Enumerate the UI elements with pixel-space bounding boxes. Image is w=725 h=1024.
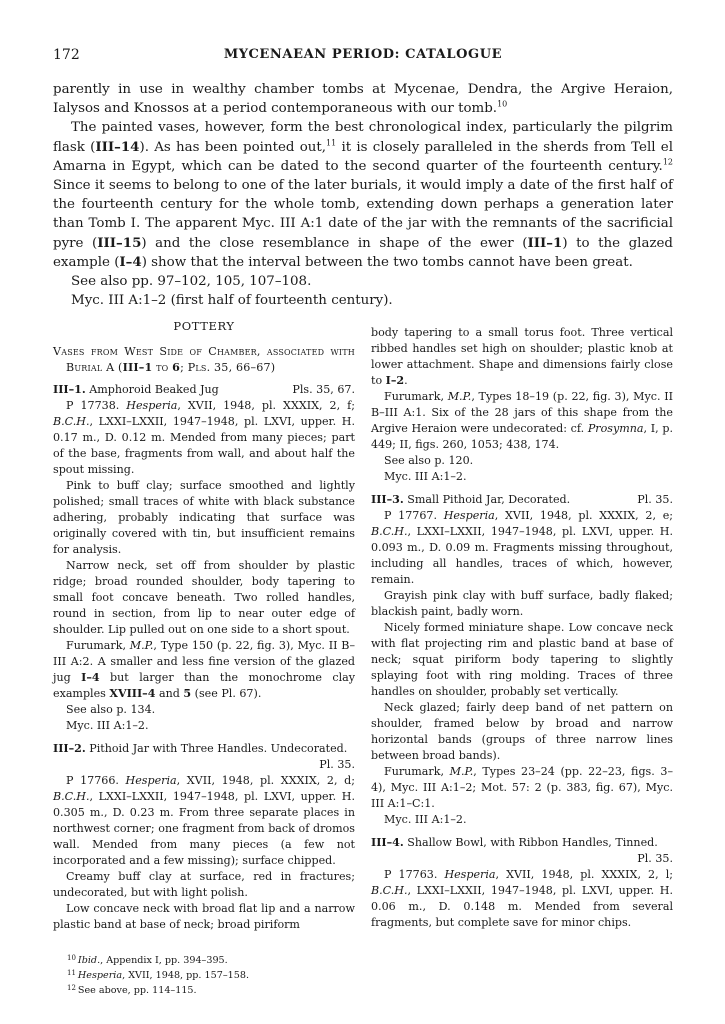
intro-text	[53, 80, 673, 310]
footnote-11: $^{11}$ Hesperia, XVII, 1948, pp. 157–158.	[67, 969, 249, 981]
right-column	[371, 325, 673, 931]
entry-heading	[371, 835, 673, 867]
intro-paragraph-2: The painted vases, however, form the best chronological index, particularly the pilgrim flask (III–14). As has been pointed out,$^{11}$ it is closely paralleled in the sherds from Tell el Amarna in Egypt, which can be dated to the second quarter of the fourteenth century.$^{12}$ Since it seems to belong to one of the later burials, it would imply a date of the first half of the fourteenth century for the whole tomb, extending down perhaps a generation later than Tomb I. The apparent Myc. III A:1 date of the jar with the remnants of the sacrificial pyre (III–15) and the close resemblance in shape of the ewer (III–1) to the glazed example (I–4) show that the interval between the two tombs cannot have been great.	[53, 120, 673, 270]
footnote-ref-10[interactable]: 10	[497, 99, 508, 109]
entry-title: Small Pithoid Jar, Decorated.	[403, 493, 571, 506]
footnote-12: $^{12}$ See above, pp. 114–115.	[67, 984, 197, 996]
entry-id: III–4.	[371, 836, 404, 849]
catalog-entry-iii-1	[53, 382, 355, 734]
entry-shape: Low concave neck with broad flat lip and a narrow plastic band at base of neck; broad piriform	[53, 902, 355, 931]
catalog-entry-iii-2	[53, 741, 355, 933]
running-title: MYCENAEAN PERIOD: CATALOGUE	[223, 47, 503, 62]
entry-catalog: P 17738. Hesperia, XVII, 1948, pl. XXXIX, 2, f; B.C.H., LXXI–LXXII, 1947–1948, pl. LXVI, upper. H. 0.17 m., D. 0.12 m. Mended from many pieces; part of the base, fragments from wall, and about half the spout missing.	[53, 399, 355, 476]
entry-fabric: Grayish pink clay with buff surface, badly flaked; blackish paint, badly worn.	[371, 589, 673, 618]
page-number: 172	[53, 47, 80, 63]
entry-dating: Myc. III A:1–2.	[384, 470, 467, 483]
catalog-entry-iii-3	[371, 492, 673, 828]
entry-fabric: Pink to buff clay; surface smoothed and lightly polished; small traces of white with black substance adhering, probably indicating that surface was originally covered with tin, but insufficient remains for analysis.	[53, 479, 355, 556]
entry-parallels: Furumark, M.P., Types 23–24 (pp. 22–23, figs. 3–4), Myc. III A:1–2; Mot. 57: 2 (p. 383, fig. 67), Myc. III A:1–C:1.	[371, 765, 673, 810]
catalog-entry-iii-4	[371, 835, 673, 931]
intro-see-also: See also pp. 97–102, 105, 107–108.	[71, 274, 312, 290]
intro-dating: Myc. III A:1–2 (first half of fourteenth century).	[71, 293, 393, 309]
entry-plates: Pl. 35.	[637, 852, 673, 865]
entry-catalog: P 17766. Hesperia, XVII, 1948, pl. XXXIX, 2, d; B.C.H., LXXI–LXXII, 1947–1948, pl. LXVI, upper. H. 0.305 m., D. 0.23 m. From three separate places in northwest corner; one fragment from back of dromos wall. Mended from many pieces (a few not incorporated and a few missing); surface chipped.	[53, 774, 355, 867]
ref-iii-1: III–1	[527, 234, 563, 251]
section-title: POTTERY	[173, 319, 235, 333]
entry-id: III–2.	[53, 742, 86, 755]
ref-iii-15: III–15	[97, 234, 142, 251]
entry-parallels: Furumark, M.P., Type 150 (p. 22, fig. 3), Myc. II B–III A:2. A smaller and less fine version of the glazed jug I–4 but larger than the monochrome clay examples XVIII–4 and 5 (see Pl. 67).	[53, 639, 356, 700]
entry-shape: Narrow neck, set off from shoulder by plastic ridge; broad rounded shoulder, body tapering to small foot concave beneath. Two rolled handles, round in section, from lip to near outer edge of shoulder. Lip pulled out on one side to a short spout.	[53, 559, 355, 636]
footnotes	[53, 952, 353, 997]
ref-iii-14: III–14	[95, 138, 140, 155]
entry-dating: Myc. III A:1–2.	[66, 719, 149, 732]
left-column	[53, 318, 355, 933]
section-subheading: Vases from West Side of Chamber, associated with Burial A (III–1 to 6; Pls. 35, 66–67)	[53, 345, 355, 374]
entry-heading	[53, 741, 355, 773]
footnote-ref-11[interactable]: 11	[326, 138, 337, 148]
entry-decoration: Neck glazed; fairly deep band of net pattern on shoulder, framed below by broad and narrow horizontal bands (groups of three narrow lines between broad bands).	[371, 701, 673, 762]
entry-title: Amphoroid Beaked Jug	[85, 383, 219, 396]
entry-title: Shallow Bowl, with Ribbon Handles, Tinned.	[403, 836, 658, 849]
entry-title: Pithoid Jar with Three Handles. Undecorated.	[85, 742, 348, 755]
entry-catalog: P 17763. Hesperia, XVII, 1948, pl. XXXIX, 2, l; B.C.H., LXXI–LXXII, 1947–1948, pl. LXVI, upper. H. 0.06 m., D. 0.148 m. Mended from several fragments, but complete save for minor chips.	[371, 868, 673, 929]
entry-see-also: See also p. 134.	[66, 703, 156, 716]
intro-paragraph-1: parently in use in wealthy chamber tombs at Mycenae, Dendra, the Argive Heraion, Ialysos and Knossos at a period contemporaneous with our tomb.$^{10}$	[53, 82, 673, 117]
entry-catalog: P 17767. Hesperia, XVII, 1948, pl. XXXIX, 2, e; B.C.H., LXXI–LXXII, 1947–1948, pl. LXVI, upper. H. 0.093 m., D. 0.09 m. Fragments missing throughout, including all handles, traces of which, however, remain.	[371, 509, 673, 586]
entry-see-also: See also p. 120.	[384, 454, 474, 467]
running-head	[53, 47, 673, 67]
catalog-entry-iii-2-continued	[371, 325, 673, 485]
entry-dating: Myc. III A:1–2.	[384, 813, 467, 826]
entry-id: III–3.	[371, 493, 404, 506]
entry-plates: Pl. 35.	[319, 758, 355, 771]
entry-heading	[371, 492, 673, 508]
footnote-ref-12[interactable]: 12	[662, 157, 673, 167]
ref-i-4: I–4	[119, 253, 142, 270]
footnote-10: $^{10}$ Ibid., Appendix I, pp. 394–395.	[67, 954, 228, 966]
entry-fabric: Creamy buff clay at surface, red in fractures; undecorated, but with light polish.	[53, 870, 355, 899]
entry-shape: Nicely formed miniature shape. Low concave neck with flat projecting rim and plastic band at base of neck; squat piriform body tapering to slightly splaying foot with ring molding. Traces of three handles on shoulder, probably set vertically.	[371, 621, 673, 698]
entry-plates: Pl. 35.	[637, 493, 673, 506]
entry-parallels: Furumark, M.P., Types 18–19 (p. 22, fig. 3), Myc. II B–III A:1. Six of the 28 jars of this shape from the Argive Heraion were undecorated: cf. Prosymna, I, p. 449; II, figs. 260, 1053; 438, 174.	[371, 390, 673, 451]
entry-heading	[53, 382, 355, 398]
entry-id: III–1.	[53, 383, 86, 396]
entry-shape-continued: body tapering to a small torus foot. Three vertical ribbed handles set high on shoulder; plastic knob at lower attachment. Shape and dimensions fairly close to I–2.	[371, 326, 673, 387]
entry-plates: Pls. 35, 67.	[292, 383, 355, 396]
